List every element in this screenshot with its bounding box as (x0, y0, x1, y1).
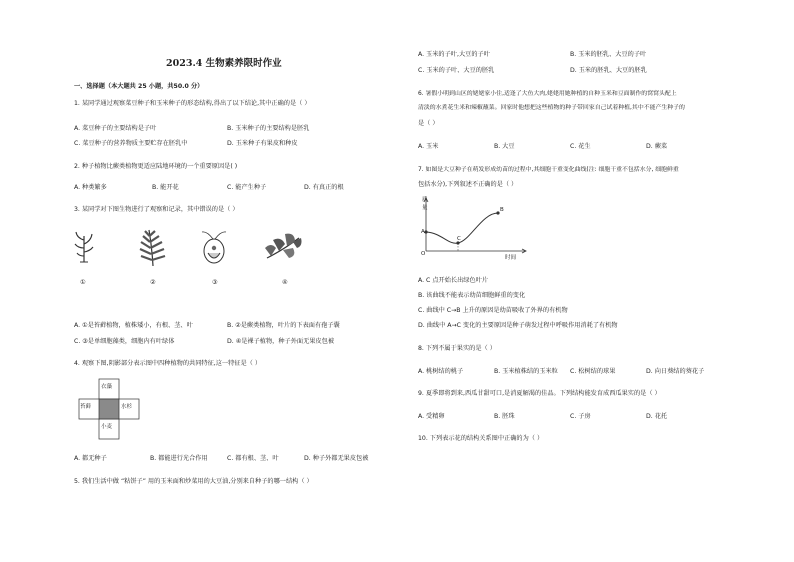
option-9b: B. 胚珠 (494, 413, 515, 420)
option-5d: D. 玉米的胚乳、大豆的胚乳 (570, 67, 647, 74)
question-7-line-2: 包括水分),下列叙述不正确的是（ ） (418, 181, 518, 188)
option-8d: D. 向日葵结的葵花子 (646, 368, 705, 375)
option-6d: D. 蕨菜 (646, 143, 668, 150)
option-6b: B. 大豆 (494, 143, 515, 150)
option-6c: C. 花生 (570, 143, 591, 150)
question-4: 4. 观察下图,阴影部分表示图中四种植物的共同特征,这一特征是（ ） (74, 360, 262, 367)
option-7d: D. 曲线中 A→C 变化的主要原因是种子萌发过程中呼吸作用消耗了有机物 (418, 322, 618, 329)
moss-image (72, 228, 96, 264)
graph-y-label-2: 量 (422, 205, 428, 211)
option-1a: A. 菜豆种子的主要结构是子叶 (74, 125, 157, 132)
option-6a: A. 玉米 (418, 143, 439, 150)
option-5c: C. 玉米的子叶、大豆的胚乳 (418, 67, 495, 74)
figure-label-2: ② (150, 279, 156, 286)
question-6-line-2: 清淡的水煮花生米和辣椒蘸菜。回家时他想把这些植物的种子带回家自己试着种植,其中不能产生种子的 (418, 105, 685, 111)
option-8a: A. 桃树结的桃子 (418, 368, 464, 375)
graph-x-label: 时间 (505, 255, 517, 261)
figure-label-3: ③ (212, 279, 218, 286)
option-2b: B. 能开花 (152, 184, 179, 191)
cross-label-bottom: 小麦 (101, 424, 113, 430)
option-9a: A. 受精卵 (418, 413, 445, 420)
ginkgo-image (263, 230, 303, 262)
question-6-line-1: 6. 暑假小明到山区的姥姥家小住,适逢了大鱼大肉,姥姥用她种植的自种玉米和豆面制作的窝窝头配上 (418, 91, 677, 97)
option-7b: B. 该曲线不能表示幼苗细胞鲜重的变化 (418, 292, 526, 299)
option-9c: C. 子房 (570, 413, 591, 420)
option-1b: B. 玉米种子的主要结构是胚乳 (227, 125, 310, 132)
option-3d: D. ④是裸子植物，种子外面无果皮包被 (227, 338, 335, 345)
figure-label-1: ① (80, 279, 86, 286)
question-8: 8. 下列不属于果实的是（ ） (418, 345, 496, 352)
option-3a: A. ①是苔藓植物，植株矮小，有根、茎、叶 (74, 322, 193, 329)
fern-image (135, 226, 171, 268)
question-6-line-3: 是（ ） (418, 120, 439, 127)
figure-label-4: ④ (282, 279, 288, 286)
question-10: 10. 下列表示花的结构关系图中正确的为（ ） (418, 435, 544, 442)
mass-curve-graph (418, 195, 530, 261)
chlamydomonas-image (199, 229, 229, 267)
option-8c: C. 松树结的球果 (570, 368, 616, 375)
option-2c: C. 能产生种子 (227, 184, 267, 191)
option-1c: C. 菜豆种子的营养物质主要贮存在胚乳中 (74, 140, 188, 147)
question-9: 9. 夏季即将到来,西瓜甘甜可口,是消夏解渴的佳品。下列结构能发育成西瓜果实的是（ ） (418, 390, 661, 397)
question-1: 1. 某同学通过观察菜豆种子和玉米种子的形态结构,得出了以下结论,其中正确的是（ ） (74, 100, 311, 107)
graph-origin: O (421, 251, 426, 257)
option-3c: C. ③是单细胞藻类，细胞内有叶绿体 (74, 338, 175, 345)
option-4d: D. 种子外都无果皮包被 (304, 455, 369, 462)
option-7c: C. 曲线中 C→B 上升的原因是幼苗吸收了外界的有机物 (418, 307, 568, 314)
cross-label-right: 水杉 (121, 404, 133, 410)
option-5b: B. 玉米的胚乳、大豆的子叶 (570, 51, 647, 58)
option-8b: B. 玉米植株结的玉米粒 (494, 368, 558, 375)
question-2: 2. 种子植物比蕨类植物更适应陆地环境的一个重要原因是( ) (74, 163, 238, 170)
question-3: 3. 某同学对下图生物进行了观察和记录，其中错误的是（ ） (74, 206, 239, 213)
option-4c: C. 都有根、茎、叶 (227, 455, 279, 462)
option-3b: B. ②是蕨类植物，叶片的下表面有孢子囊 (227, 322, 340, 329)
graph-point-a: A (421, 229, 425, 235)
graph-y-label-1: 质 (422, 197, 428, 203)
option-9d: D. 花托 (646, 413, 668, 420)
page-title: 2023.4 生物素养限时作业 (166, 58, 282, 69)
option-4b: B. 都能进行光合作用 (150, 455, 208, 462)
cross-label-left: 苔藓 (80, 404, 92, 410)
question-5: 5. 我们生活中做 “粘饼子” 用的玉米面和炒菜用的大豆油,分别来自种子的哪一结构（ ） (74, 478, 313, 485)
question-7-line-1: 7. 如图是大豆种子在萌发形成幼苗的过程中,其细胞干重变化曲线(注: 细胞干重不包括水分, 细胞鲜重 (418, 167, 679, 173)
option-7a: A. C 点开始长出绿色叶片 (418, 277, 489, 284)
graph-point-c: C (457, 236, 461, 242)
option-5a: A. 玉米的子叶,大豆的子叶 (418, 51, 490, 58)
option-2a: A. 种类繁多 (74, 184, 107, 191)
cross-label-top: 衣藻 (101, 384, 113, 390)
option-4a: A. 都无种子 (74, 455, 107, 462)
option-1d: D. 玉米种子有果皮和种皮 (227, 140, 298, 147)
graph-point-b: B (500, 207, 504, 213)
section-heading: 一、选择题（本大题共 25 小题，共50.0 分） (74, 83, 204, 90)
option-2d: D. 有真正的根 (304, 184, 344, 191)
